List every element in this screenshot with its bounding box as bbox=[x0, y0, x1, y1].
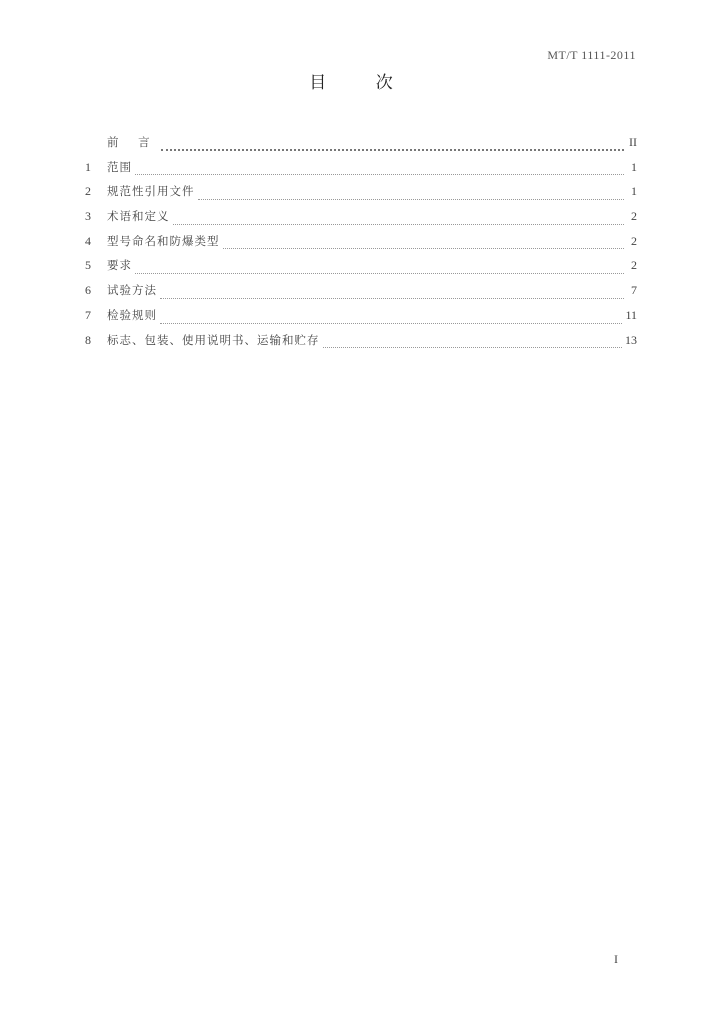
toc-entry-title: 要求 bbox=[107, 258, 132, 273]
toc-title: 目 次 bbox=[309, 73, 415, 93]
toc-entry-title: 检验规则 bbox=[107, 307, 157, 322]
toc-entry-page: 13 bbox=[625, 332, 637, 347]
toc-entry-2[interactable] bbox=[85, 183, 637, 208]
toc-entry-number: 2 bbox=[85, 184, 91, 199]
toc-leader-dots bbox=[160, 323, 622, 324]
toc-entry-title: 型号命名和防爆类型 bbox=[107, 233, 220, 248]
toc-entry-number: 5 bbox=[85, 258, 91, 273]
toc-entry-title: 标志、包装、使用说明书、运输和贮存 bbox=[107, 332, 320, 347]
toc-entry-8[interactable] bbox=[85, 332, 637, 357]
toc-entry-page: 2 bbox=[631, 233, 637, 248]
toc-entry-title: 规范性引用文件 bbox=[107, 184, 195, 199]
toc-entry-4[interactable] bbox=[85, 233, 637, 258]
toc-entry-title: 范围 bbox=[107, 159, 132, 174]
toc-entry-page: 11 bbox=[625, 307, 637, 322]
toc-leader-dots bbox=[160, 298, 624, 299]
toc-leader-dots bbox=[323, 347, 623, 348]
toc-entry-number: 6 bbox=[85, 283, 91, 298]
toc-entry-number: 3 bbox=[85, 209, 91, 224]
toc-entry-7[interactable] bbox=[85, 307, 637, 332]
toc-entry-page: 2 bbox=[631, 258, 637, 273]
toc-leader-dots bbox=[135, 174, 624, 175]
toc-entry-preface[interactable] bbox=[85, 134, 637, 159]
toc-leader-dots bbox=[198, 199, 625, 200]
table-of-contents bbox=[85, 134, 637, 356]
toc-leader-dots bbox=[173, 224, 625, 225]
toc-entry-title: 前 言 bbox=[107, 135, 158, 149]
toc-entry-title: 试验方法 bbox=[107, 283, 157, 298]
toc-leader-dots bbox=[135, 273, 624, 274]
standard-code: MT/T 1111-2011 bbox=[547, 48, 636, 62]
toc-entry-number: 4 bbox=[85, 233, 91, 248]
toc-entry-number: 7 bbox=[85, 307, 91, 322]
toc-entry-number: 8 bbox=[85, 332, 91, 347]
toc-entry-page: 1 bbox=[631, 184, 637, 199]
toc-entry-title: 术语和定义 bbox=[107, 209, 170, 224]
toc-entry-page: 1 bbox=[631, 159, 637, 174]
toc-entry-page: 2 bbox=[631, 209, 637, 224]
toc-entry-3[interactable] bbox=[85, 208, 637, 233]
toc-entry-6[interactable] bbox=[85, 282, 637, 307]
toc-entry-page: II bbox=[629, 135, 637, 149]
toc-leader-dots bbox=[161, 149, 624, 151]
toc-entry-5[interactable] bbox=[85, 257, 637, 282]
toc-entry-1[interactable] bbox=[85, 159, 637, 184]
page-number: I bbox=[614, 952, 618, 966]
toc-entry-page: 7 bbox=[631, 283, 637, 298]
toc-entry-number: 1 bbox=[85, 159, 91, 174]
toc-leader-dots bbox=[223, 248, 625, 249]
